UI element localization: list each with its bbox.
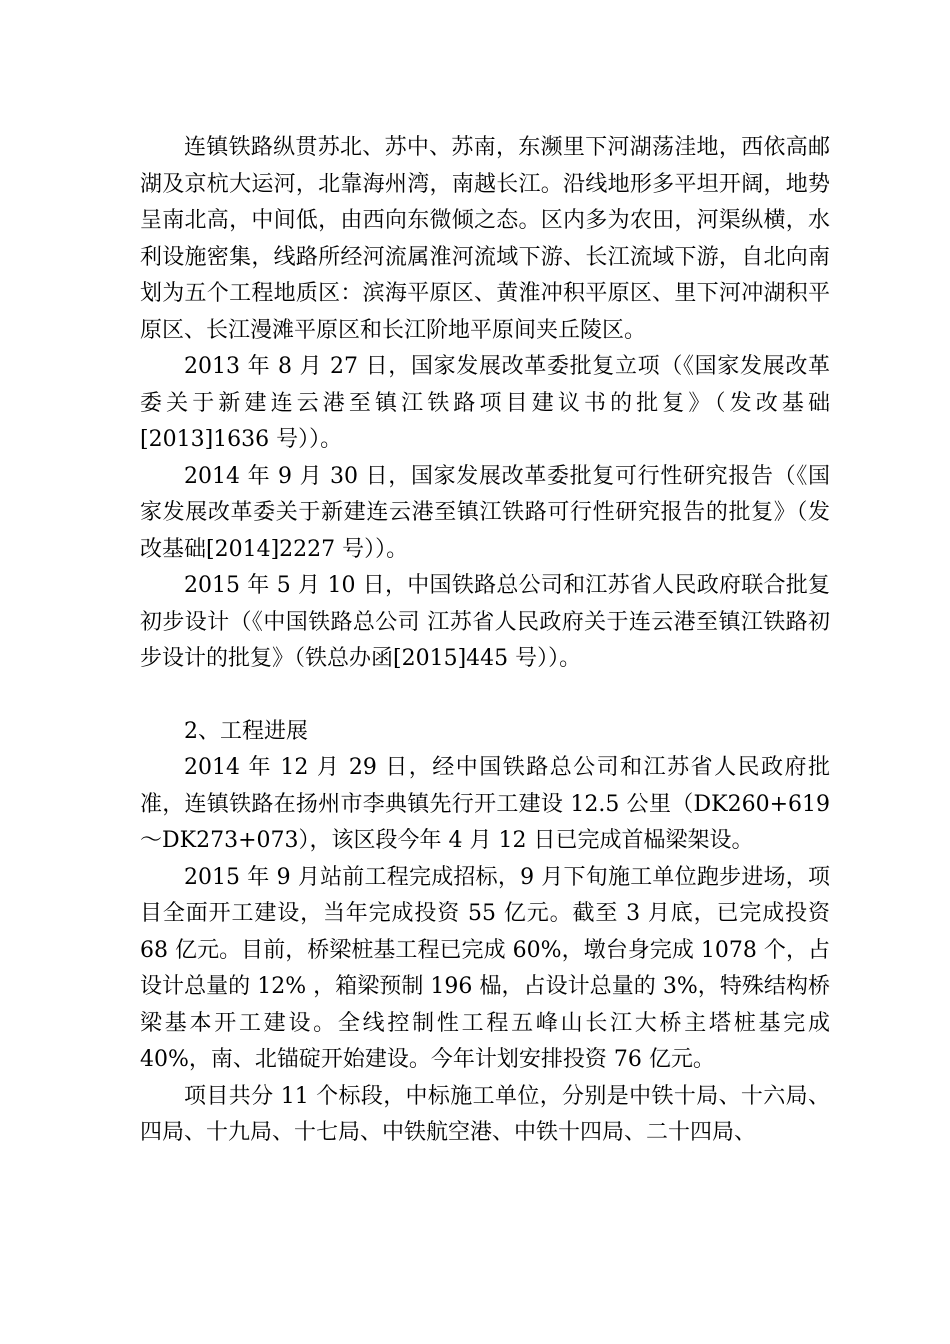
- paragraph-contract-sections: 项目共分 11 个标段，中标施工单位，分别是中铁十局、十六局、四局、十九局、十七局、中铁航空港、中铁十四局、二十四局、: [140, 1083, 830, 1145]
- section-heading: 2、工程进展: [184, 718, 308, 744]
- paragraph-terrain: 连镇铁路纵贯苏北、苏中、苏南，东濒里下河湖荡洼地，西依高邮湖及京杭大运河，北靠海州湾，南越长江。沿线地形多平坦开阔，地势呈南北高，中间低，由西向东微倾之态。区内多为农田，河渠纵横，水利设施密集，线路所经河流属淮河流域下游、长江流域下游，自北向南划为五个工程地质区：滨海平原区、黄淮冲积平原区、里下河冲湖积平原区、长江漫滩平原区和长江阶地平原间夹丘陵区。: [140, 135, 830, 343]
- paragraph-investment-progress: 2015 年 9 月站前工程完成招标，9 月下旬施工单位跑步进场，项目全面开工建设，当年完成投资 55 亿元。截至 3 月底，已完成投资 68 亿元。目前，桥梁桩基工程已完成 60%，墩台身完成 1078 个，占设计总量的 12% ，箱梁预制 196 榀，占设计总量的 3%，特殊结构桥梁基本开工建设。全线控制性工程五峰山长江大桥主塔桩基完成 40%，南、北锚碇开始建设。今年计划安排投资 76 亿元。: [140, 864, 830, 1072]
- document-page: [140, 130, 830, 1152]
- paragraph-approval-2013: 2013 年 8 月 27 日，国家发展改革委批复立项（《国家发展改革委关于新建连云港至镇江铁路项目建议书的批复》（发改基础[2013]1636 号））。: [140, 354, 830, 452]
- paragraph-pilot-construction: 2014 年 12 月 29 日，经中国铁路总公司和江苏省人民政府批准，连镇铁路在扬州市李典镇先行开工建设 12.5 公里（DK260+619～DK273+073），该区段今年 4 月 12 日已完成首榀梁架设。: [140, 755, 830, 853]
- paragraph-feasibility-2014: 2014 年 9 月 30 日，国家发展改革委批复可行性研究报告（《国家发展改革委关于新建连云港至镇江铁路可行性研究报告的批复》（发改基础[2014]2227 号））。: [140, 463, 830, 562]
- paragraph-design-2015: 2015 年 5 月 10 日，中国铁路总公司和江苏省人民政府联合批复初步设计（《中国铁路总公司 江苏省人民政府关于连云港至镇江铁路初步设计的批复》（铁总办函[2015]445 号））。: [140, 573, 830, 671]
